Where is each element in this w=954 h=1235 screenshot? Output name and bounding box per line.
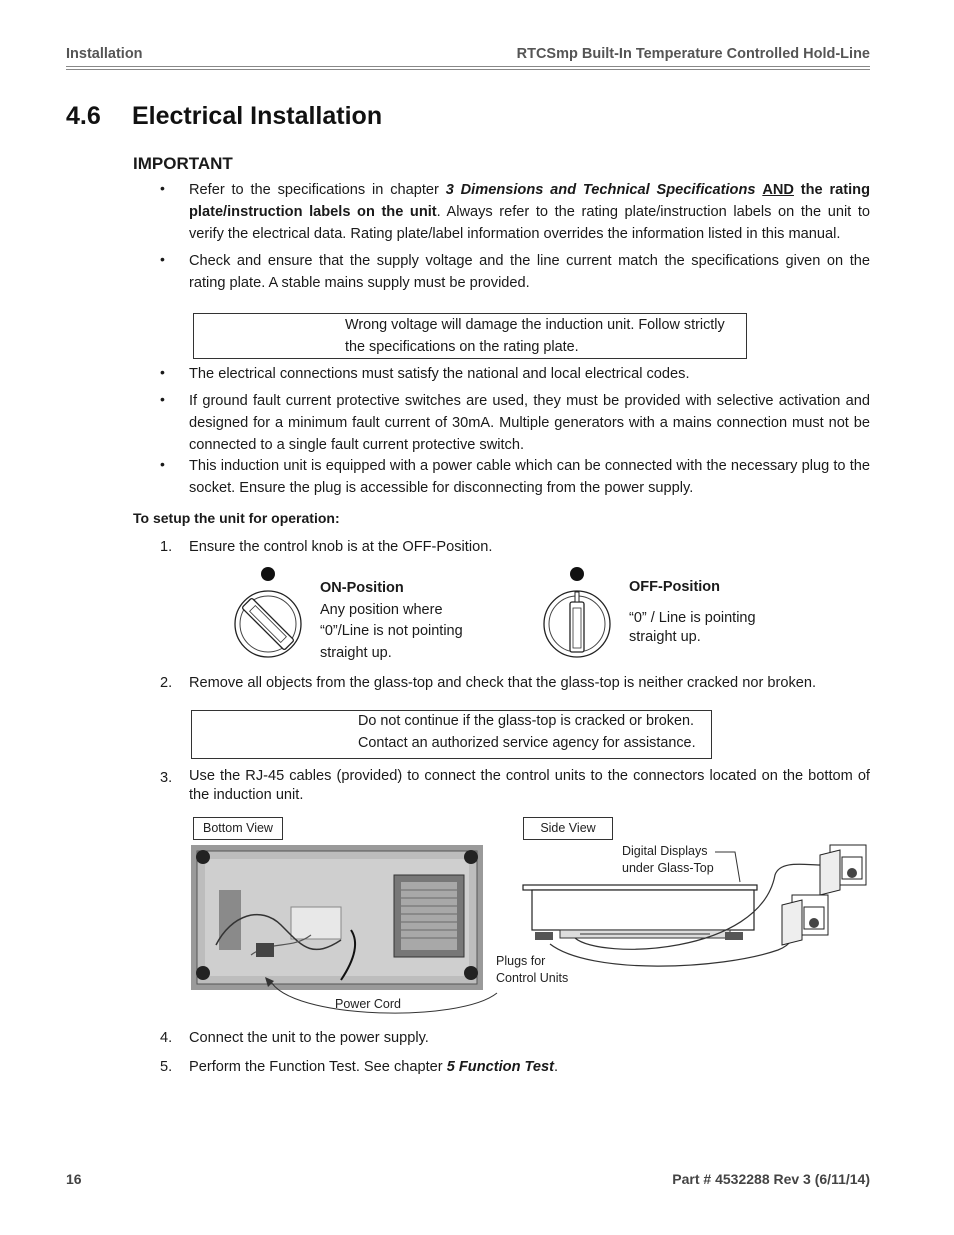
b1-chapter-ref: 3 Dimensions and Technical Specifications (445, 182, 756, 198)
off-line1: “0” / Line is pointing (629, 610, 756, 626)
bullet-dot: • (160, 364, 165, 380)
section-title-text: Electrical Installation (132, 102, 383, 130)
warning-box-2 (191, 710, 712, 759)
s5-chapter-ref: 5 Function Test (446, 1059, 554, 1075)
knob-off-text (629, 578, 756, 647)
on-line3: straight up. (320, 644, 392, 661)
b1-and: AND (762, 182, 794, 198)
b1-text: Refer to the specifications in chapter (189, 182, 439, 198)
warning-box-1 (193, 313, 747, 359)
knob-on-text (320, 578, 463, 664)
off-title: OFF-Position (629, 579, 721, 595)
bullet-dot: • (160, 251, 165, 267)
s5-end: . (554, 1059, 559, 1075)
step-number: 2. (160, 675, 173, 691)
header-right: RTCSmp Built-In Temperature Controlled Hold-Line (516, 46, 870, 62)
step-2: Remove all objects from the glass-top and check that the glass-top is neither cracked nor broken. (189, 675, 817, 691)
digital-displays-label (622, 843, 714, 877)
side-view-label: Side View (523, 817, 613, 840)
power-cord-label: Power Cord (335, 997, 401, 1011)
page-number: 16 (66, 1171, 82, 1187)
bullet-2: Check and ensure that the supply voltage and the line current match the specifications given on the rating plate. A stable mains supply must be provided. (189, 253, 870, 291)
b1-bold: the rating plate/instruction labels on the unit (189, 182, 871, 220)
bullet-5: This induction unit is equipped with a power cable which can be connected with the necessary plug to the socket. Ensure the plug is accessible for disconnecting from the power supply. (189, 458, 870, 496)
plugs-line2: Control Units (496, 971, 569, 985)
plugs-line1: Plugs for (496, 954, 546, 968)
knob-on-illustration (228, 562, 308, 662)
header-rule-2 (66, 69, 870, 70)
step-number: 5. (160, 1059, 173, 1075)
step-5 (189, 1056, 870, 1078)
indicator-dot-icon (570, 567, 584, 581)
bullet-dot: • (160, 391, 165, 407)
section-number: 4.6 (66, 102, 101, 130)
on-line1: Any position where (320, 601, 443, 618)
digital-line1: Digital Displays (622, 844, 708, 858)
part-number: Part # 4532288 Rev 3 (6/11/14) (672, 1171, 870, 1187)
indicator-dot-icon (261, 567, 275, 581)
bullet-3: The electrical connections must satisfy the national and local electrical codes. (189, 366, 690, 382)
off-line2: straight up. (629, 629, 701, 645)
warning2-line1: Do not continue if the glass-top is cracked or broken. (358, 713, 694, 729)
header-rule (66, 66, 870, 67)
setup-heading: To setup the unit for operation: (133, 510, 340, 526)
bullet-1 (189, 179, 870, 245)
step-number: 4. (160, 1030, 173, 1046)
step-4: Connect the unit to the power supply. (189, 1030, 429, 1046)
bullet-dot: • (160, 456, 165, 472)
step-number: 3. (160, 770, 173, 786)
on-title: ON-Position (320, 580, 404, 596)
step-3: Use the RJ-45 cables (provided) to connect the control units to the connectors located on the bottom of the induction unit. (189, 768, 870, 803)
important-heading: IMPORTANT (133, 154, 233, 173)
step-number: 1. (160, 539, 173, 555)
bullet-4: If ground fault current protective switches are used, they must be provided with selective activation and designed for a minimum fault current of 30mA. Multiple generators with a mains connection must not be connected to a single fault current protective switch. (189, 393, 870, 453)
step-1: Ensure the control knob is at the OFF-Position. (189, 539, 493, 555)
warning1-line2: the specifications on the rating plate. (345, 339, 579, 355)
knob-off-illustration (537, 562, 617, 662)
bullet-dot: • (160, 180, 165, 196)
on-line2: “0”/Line is not pointing (320, 623, 463, 639)
section-title (66, 102, 382, 131)
bottom-view-label: Bottom View (193, 817, 283, 840)
s5-text: Perform the Function Test. See chapter (189, 1059, 443, 1075)
bottom-view-photo (191, 845, 483, 990)
b1-rest: . Always refer to the rating plate/instruction labels on the unit to verify the electrical data. Rating plate/label information overrides the information listed in this manual. (189, 204, 870, 242)
warning1-line1: Wrong voltage will damage the induction unit. Follow strictly (345, 317, 725, 333)
plugs-label (496, 953, 568, 987)
header-left: Installation (66, 46, 143, 62)
digital-line2: under Glass-Top (622, 861, 714, 875)
warning2-line2: Contact an authorized service agency for assistance. (358, 734, 696, 751)
